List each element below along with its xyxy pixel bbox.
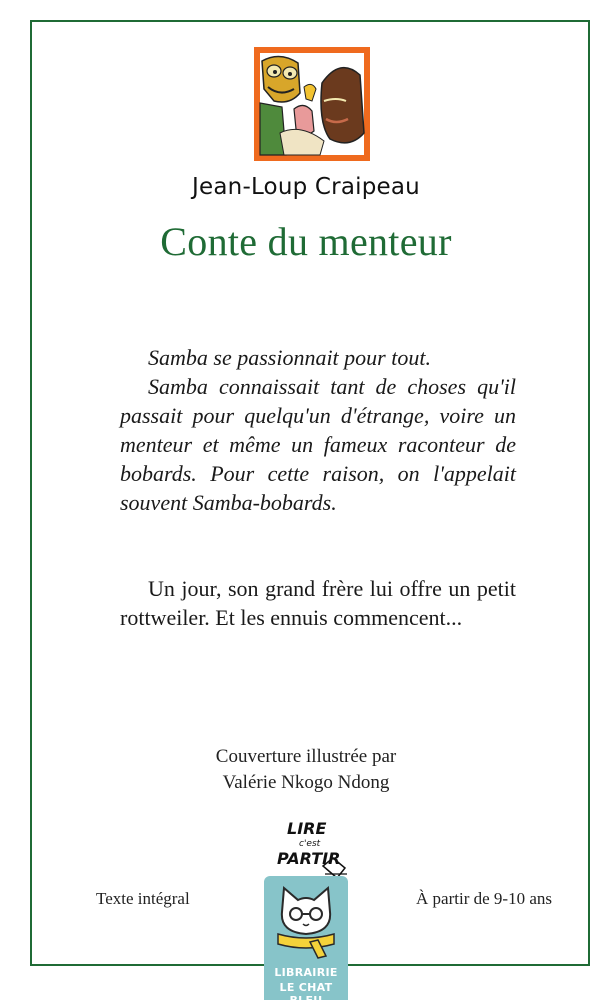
- blurb-paragraph-1: [120, 343, 516, 517]
- sticker-line-1: LIBRAIRIE: [274, 966, 338, 979]
- age-range-label: À partir de 9-10 ans: [416, 889, 552, 908]
- series-logo-line-2: c'est: [299, 839, 321, 849]
- edition-label: Texte intégral: [96, 889, 190, 908]
- blurb-paragraph-2: [120, 574, 516, 632]
- blurb-paragraph-2-text: Un jour, son grand frère lui offre un petit rottweiler. Et les ennuis commencent...: [120, 576, 516, 630]
- blurb-line-1: Samba se passionnait pour tout.: [148, 345, 431, 370]
- credit-line-2: Valérie Nkogo Ndong: [222, 772, 390, 793]
- series-logo-line-3: PARTIR: [277, 849, 341, 868]
- series-logo-line-1: LIRE: [287, 819, 327, 838]
- bookstore-sticker: [264, 876, 348, 1007]
- series-logo-icon: [271, 818, 351, 882]
- series-logo: [271, 818, 351, 882]
- book-title: Conte du menteur: [160, 219, 452, 264]
- illustration-image: [260, 53, 364, 155]
- illustration-credit: [0, 744, 612, 796]
- author-name: Jean-Loup Craipeau: [192, 174, 420, 200]
- sticker-line-2: LE CHAT BLEU: [279, 981, 333, 1007]
- cover-illustration: [254, 47, 370, 161]
- cat-icon: [274, 882, 338, 958]
- blurb-line-2: Samba connaissait tant de choses qu'il passait pour quelqu'un d'étrange, voire un menteur et même un fameux raconteur de bobards. Pour cette raison, on l'appelait souvent Samba-bobards.: [120, 374, 516, 515]
- credit-line-1: Couverture illustrée par: [215, 746, 397, 767]
